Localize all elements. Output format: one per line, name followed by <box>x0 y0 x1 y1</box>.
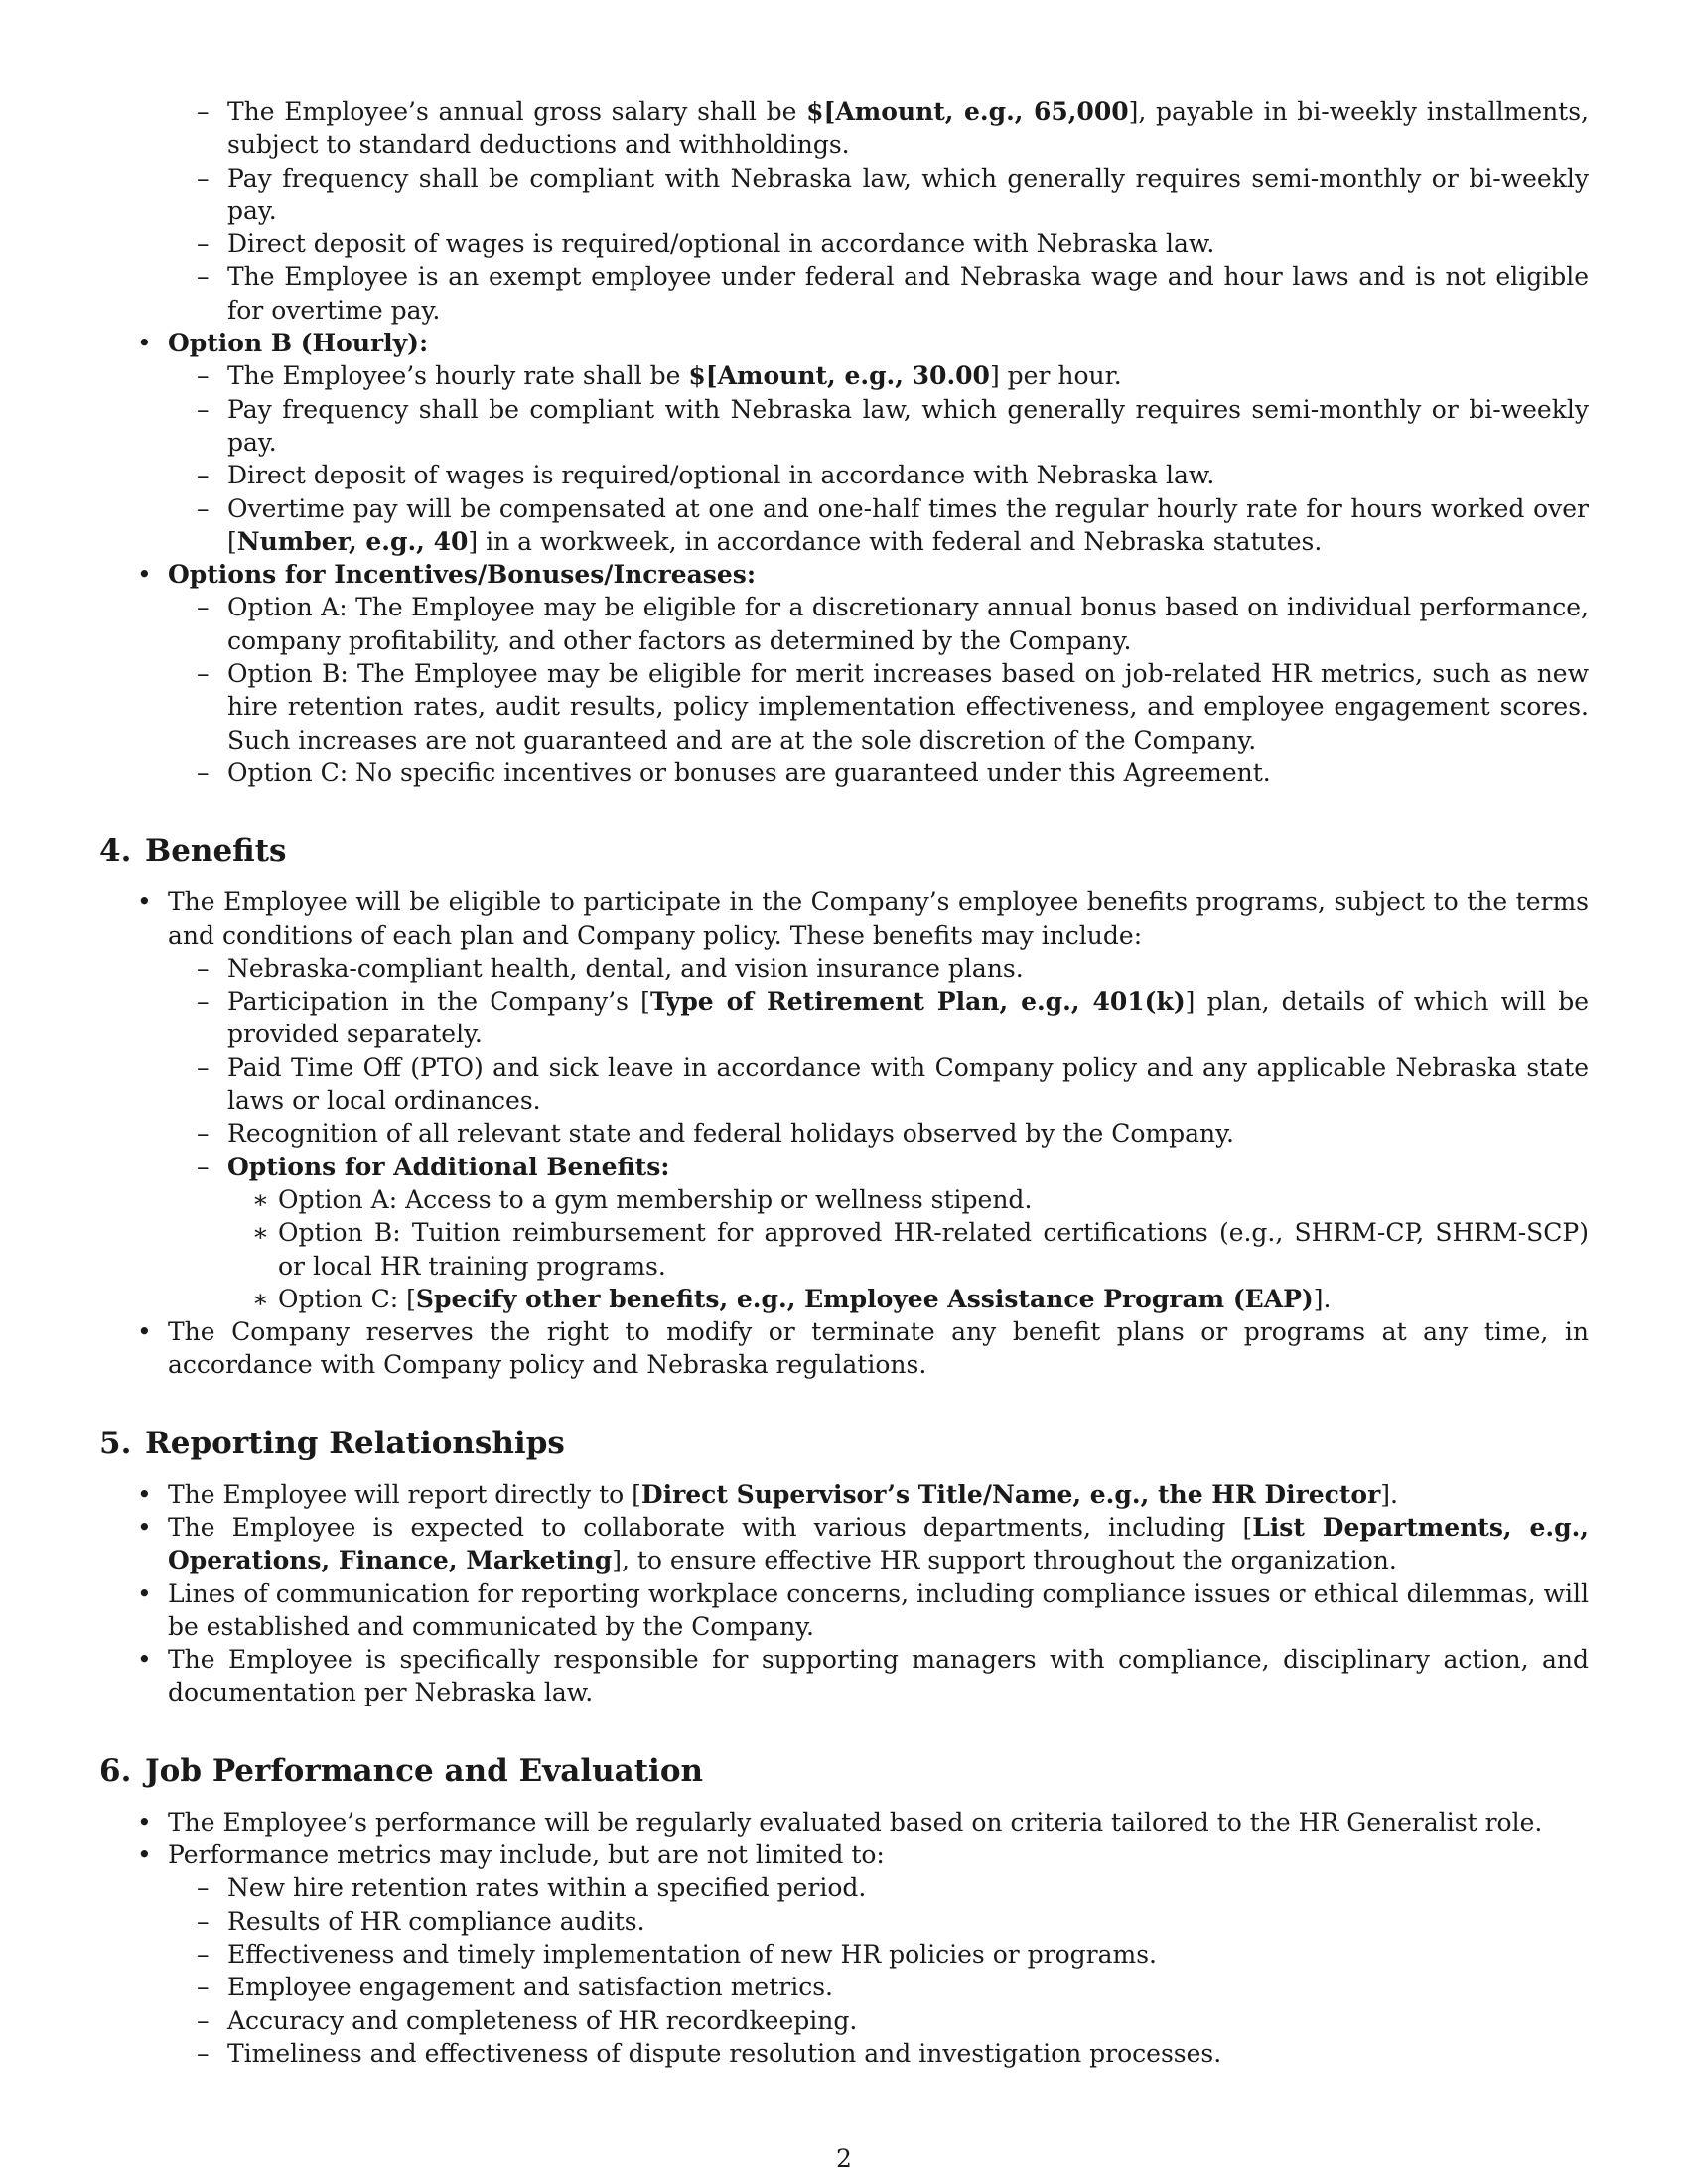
dash-marker: – <box>197 461 210 490</box>
list-item: – The Employee is an exempt employee under federal and Nebraska wage and hour laws and is not eligible for overtime pay. <box>197 262 1589 325</box>
bullet-marker: • <box>137 329 152 358</box>
list-item: • The Employee is expected to collaborate with various departments, including [List Departments, e.g., Operations, Finance, Marketing], to ensure effective HR support throughout the organization. <box>137 1512 1589 1575</box>
bullet-marker: • <box>137 1841 152 1870</box>
list-item: – Nebraska-compliant health, dental, and vision insurance plans. <box>99 952 1589 985</box>
dash-marker: – <box>197 229 210 259</box>
list-item: – Paid Time Off (PTO) and sick leave in accordance with Company policy and any applicable Nebraska state laws or local ordinances. <box>197 1052 1589 1116</box>
performance-list <box>99 1806 1589 2070</box>
dash-marker: – <box>197 593 210 622</box>
bullet-marker: • <box>137 1512 152 1542</box>
bullet-marker: • <box>137 1645 152 1675</box>
list-item: – Employee engagement and satisfaction metrics. <box>99 1971 1589 2003</box>
incentives-heading: • Options for Incentives/Bonuses/Increases: <box>99 558 1589 591</box>
bullet-marker: • <box>137 1807 152 1837</box>
list-item: – Option B: The Employee may be eligible for merit increases based on job-related HR metrics, such as new hire retention rates, audit results, policy implementation effectiveness, and employee engagement scores. Such increases are not guaranteed and are at the sole discretion of the Company. <box>197 659 1589 754</box>
list-item: – Participation in the Company’s [Type of Retirement Plan, e.g., 401(k)] plan, details of which will be provided separately. <box>197 987 1589 1049</box>
dash-marker: – <box>197 1973 210 2002</box>
list-item: – The Employee’s annual gross salary shall be $[Amount, e.g., 65,000], payable in bi-weekly installments, subject to standard deductions and withholdings. <box>197 97 1589 160</box>
list-item: – Option A: The Employee may be eligible for a discretionary annual bonus based on individual performance, company profitability, and other factors as determined by the Company. <box>197 593 1589 655</box>
dash-marker: – <box>197 493 210 523</box>
list-item: – Results of HR compliance audits. <box>99 1905 1589 1938</box>
list-item: – Effectiveness and timely implementation of new HR policies or programs. <box>99 1938 1589 1971</box>
bullet-marker: • <box>137 560 152 590</box>
reporting-list <box>99 1478 1589 1709</box>
section-heading-performance: 6. Job Performance and Evaluation <box>99 1752 704 1789</box>
dash-marker: – <box>197 394 210 424</box>
option-b-heading: • Option B (Hourly): <box>99 327 1589 359</box>
list-item: – Option C: No specific incentives or bonuses are guaranteed under this Agreement. <box>99 756 1589 789</box>
dash-marker: – <box>197 1119 210 1149</box>
list-item: – Pay frequency shall be compliant with Nebraska law, which generally requires semi-monthly or bi-weekly pay. <box>197 163 1589 225</box>
dash-marker: – <box>197 1939 210 1969</box>
bullet-marker: • <box>137 887 152 917</box>
list-item: • The Company reserves the right to modify or terminate any benefit plans or programs at any time, in accordance with Company policy and Nebraska regulations. <box>137 1317 1589 1380</box>
list-item: • Lines of communication for reporting workplace concerns, including compliance issues or ethical dilemmas, will be established and communicated by the Company. <box>137 1578 1589 1641</box>
dash-marker: – <box>197 262 210 292</box>
list-item: – Accuracy and completeness of HR recordkeeping. <box>99 2004 1589 2037</box>
page-number: 2 <box>836 2144 852 2173</box>
dash-marker: – <box>197 1152 210 1181</box>
section-heading-benefits: 4. Benefits <box>99 833 287 870</box>
section-heading-reporting: 5. Reporting Relationships <box>99 1425 565 1461</box>
list-item: • The Employee’s performance will be regularly evaluated based on criteria tailored to the HR Generalist role. <box>99 1806 1589 1839</box>
list-item: – Recognition of all relevant state and federal holidays observed by the Company. <box>99 1117 1589 1150</box>
dash-marker: – <box>197 2038 210 2068</box>
additional-benefits-heading: – Options for Additional Benefits: <box>99 1151 1589 1183</box>
bullet-marker: • <box>137 1317 152 1347</box>
dash-marker: – <box>197 757 210 787</box>
asterisk-marker: ∗ <box>252 1284 269 1313</box>
list-item: – Overtime pay will be compensated at one and one-half times the regular hourly rate for hours worked over [Number, e.g., 40] in a workweek, in accordance with federal and Nebraska statutes. <box>197 493 1589 556</box>
list-item: – Timeliness and effectiveness of dispute resolution and investigation processes. <box>99 2037 1589 2070</box>
dash-marker: – <box>197 953 210 983</box>
benefits-list <box>99 886 1589 1381</box>
dash-marker: – <box>197 1873 210 1903</box>
asterisk-marker: ∗ <box>252 1218 269 1248</box>
dash-marker: – <box>197 1052 210 1082</box>
dash-marker: – <box>197 659 210 689</box>
bullet-marker: • <box>137 1578 152 1608</box>
list-item: • The Employee will be eligible to participate in the Company’s employee benefits programs, subject to the terms and conditions of each plan and Company policy. These benefits may include: <box>137 887 1589 950</box>
dash-marker: – <box>197 1906 210 1936</box>
bullet-marker: • <box>137 1479 152 1509</box>
list-item: – Direct deposit of wages is required/optional in accordance with Nebraska law. <box>99 227 1589 260</box>
list-item: – The Employee’s hourly rate shall be $[Amount, e.g., 30.00] per hour. <box>99 359 1589 392</box>
dash-marker: – <box>197 2005 210 2035</box>
document-page <box>99 95 1589 2070</box>
list-item: ∗ Option B: Tuition reimbursement for approved HR-related certifications (e.g., SHRM-CP, SHRM-SCP) or local HR training programs. <box>252 1218 1589 1281</box>
list-item: ∗ Option A: Access to a gym membership or wellness stipend. <box>99 1183 1589 1216</box>
list-item: – Pay frequency shall be compliant with Nebraska law, which generally requires semi-monthly or bi-weekly pay. <box>197 394 1589 457</box>
dash-marker: – <box>197 987 210 1017</box>
list-item: • The Employee is specifically responsible for supporting managers with compliance, disciplinary action, and documentation per Nebraska law. <box>137 1645 1589 1707</box>
dash-marker: – <box>197 163 210 193</box>
list-item: – New hire retention rates within a specified period. <box>99 1871 1589 1904</box>
list-item: ∗ Option C: [Specify other benefits, e.g., Employee Assistance Program (EAP)]. <box>99 1283 1589 1315</box>
compensation-list <box>99 95 1589 789</box>
asterisk-marker: ∗ <box>252 1184 269 1214</box>
list-item: • The Employee will report directly to [Direct Supervisor’s Title/Name, e.g., the HR Director]. <box>99 1478 1589 1511</box>
dash-marker: – <box>197 97 210 126</box>
list-item: • Performance metrics may include, but are not limited to: <box>99 1839 1589 1871</box>
dash-marker: – <box>197 361 210 391</box>
list-item: – Direct deposit of wages is required/optional in accordance with Nebraska law. <box>99 459 1589 491</box>
